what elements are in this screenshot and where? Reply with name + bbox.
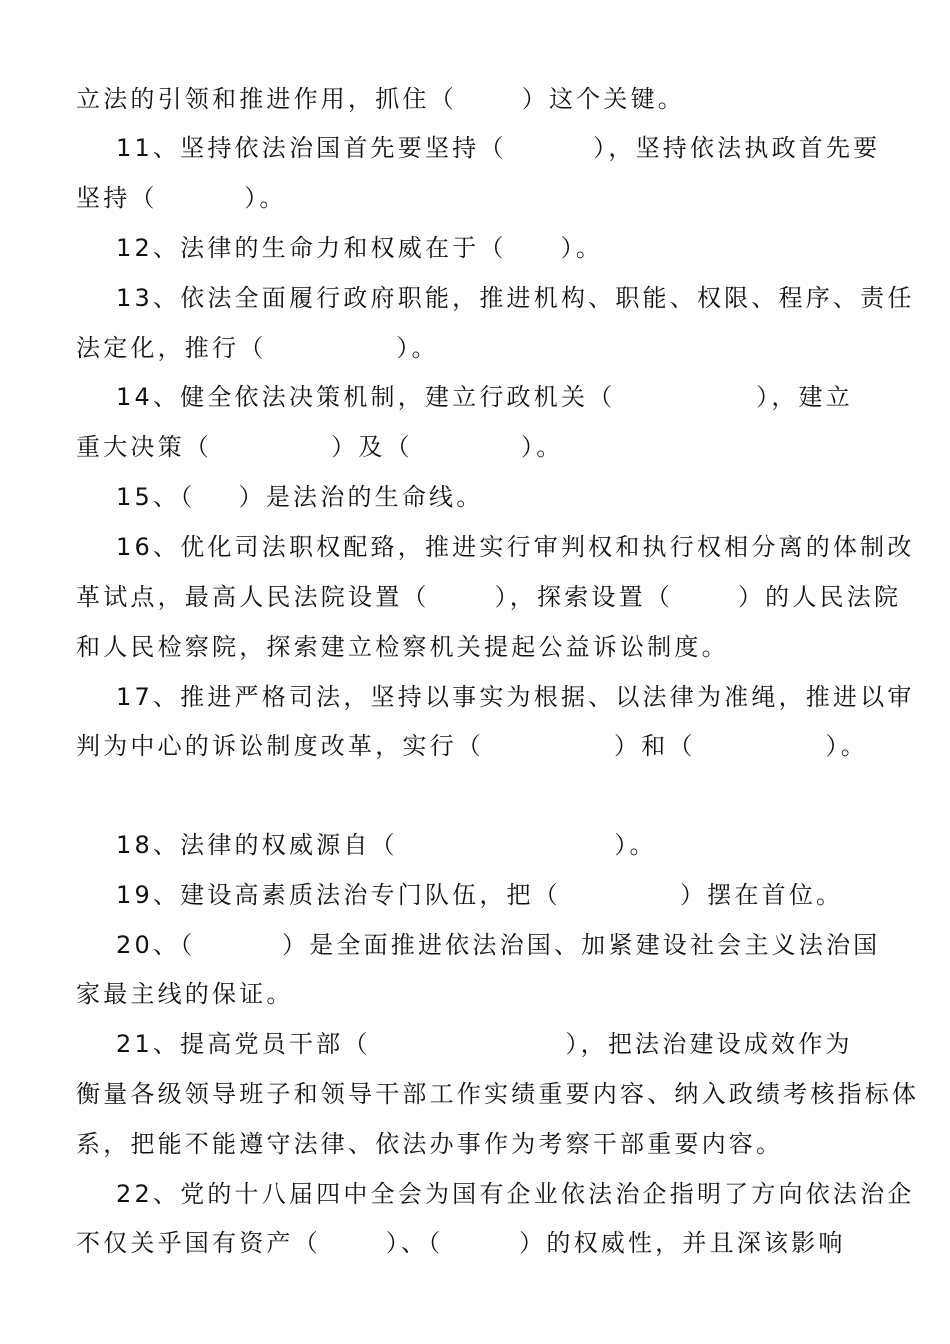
text-line-11: 革试点，最高人民法院设置（ ），探索设置（ ）的人民法院	[76, 583, 902, 611]
text-line-22: 22、党的十八届四中全会为国有企业依法治企指明了方向依法治企	[116, 1180, 915, 1208]
text-line-21: 系，把能不能遵守法律、依法办事作为考察干部重要内容。	[76, 1130, 784, 1158]
text-line-4: 12、法律的生命力和权威在于（ ）。	[116, 234, 604, 262]
text-line-16: 19、建设高素质法治专门队伍，把（ ）摆在首位。	[116, 881, 844, 909]
text-line-8: 重大决策（ ）及（ ）。	[76, 433, 564, 461]
text-line-2: 11、坚持依法治国首先要坚持（ ），坚持依法执政首先要	[116, 134, 881, 162]
text-line-5: 13、依法全面履行政府职能，推进机构、职能、权限、程序、责任	[116, 284, 915, 312]
text-line-19: 21、提高党员干部（ ），把法治建设成效作为	[116, 1030, 853, 1058]
text-line-23: 不仅关乎国有资产（ ）、（ ）的权威性，并且深该影响	[76, 1229, 846, 1257]
text-line-20: 衡量各级领导班子和领导干部工作实绩重要内容、纳入政绩考核指标体	[76, 1080, 920, 1108]
text-line-9: 15、（ ）是法治的生命线。	[116, 483, 484, 511]
text-line-1: 立法的引领和推进作用，抓住（ ）这个关键。	[76, 85, 685, 113]
text-line-13: 17、推进严格司法，坚持以事实为根据、以法律为准绳，推进以审	[116, 683, 915, 711]
text-line-6: 法定化，推行（ ）。	[76, 334, 439, 362]
text-line-17: 20、（ ）是全面推进依法治国、加紧建设社会主义法治国	[116, 931, 881, 959]
text-line-7: 14、健全依法决策机制，建立行政机关（ ），建立	[116, 383, 853, 411]
text-line-15: 18、法律的权威源自（ ）。	[116, 831, 657, 859]
text-line-3: 坚持（ ）。	[76, 184, 287, 212]
text-line-12: 和人民检察院，探索建立检察机关提起公益诉讼制度。	[76, 633, 729, 661]
text-line-14: 判为中心的诉讼制度改革，实行（ ）和（ ）。	[76, 732, 868, 760]
text-line-10: 16、优化司法职权配臵，推进实行审判权和执行权相分离的体制改	[116, 533, 915, 561]
text-line-18: 家最主线的保证。	[76, 980, 294, 1008]
